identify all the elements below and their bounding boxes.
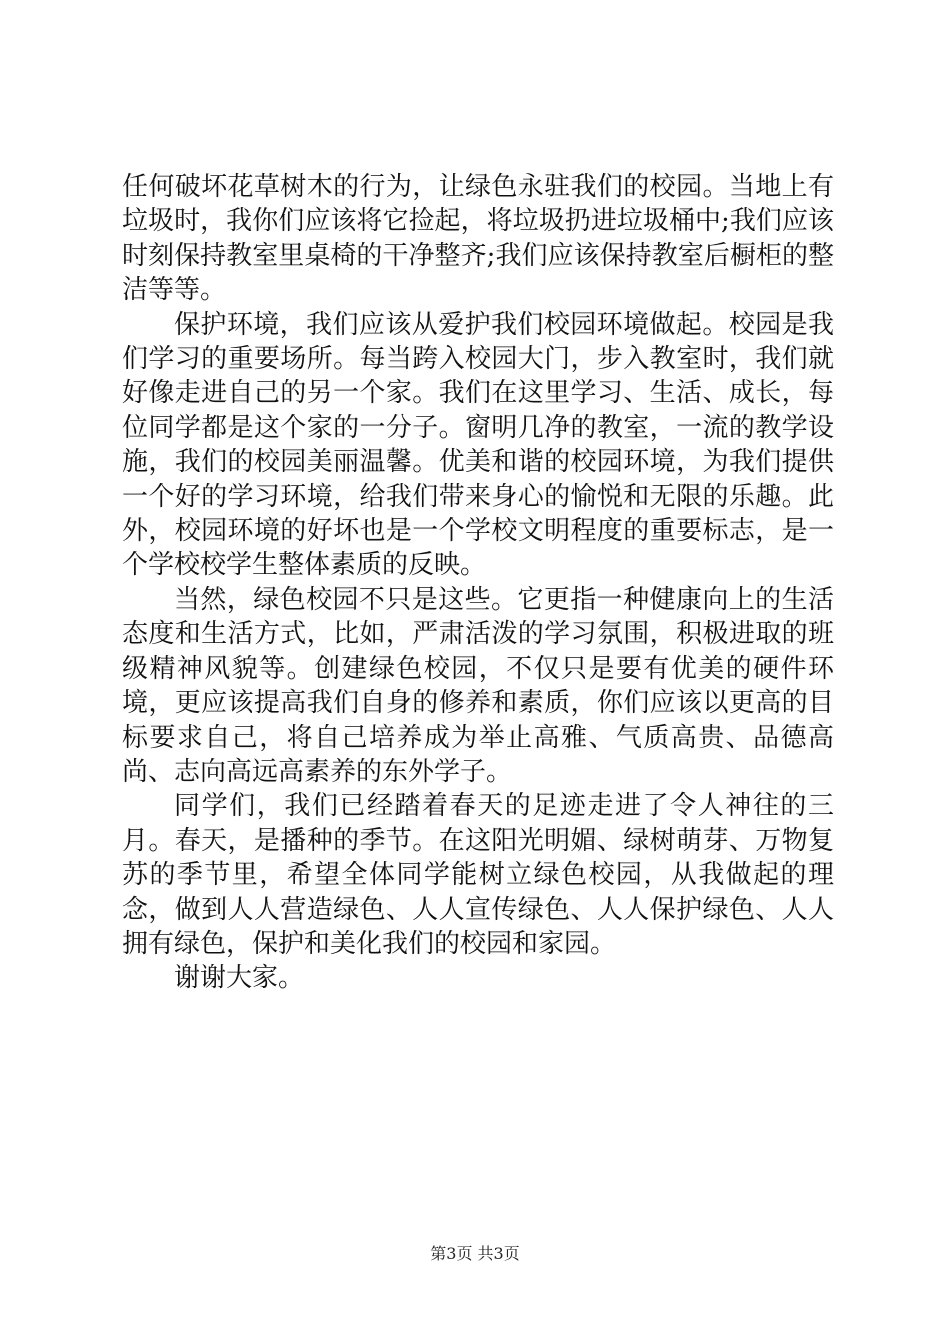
paragraph-3: 当然，绿色校园不只是这些。它更指一种健康向上的生活态度和生活方式，比如，严肃活泼的学习氛围，积极进取的班级精神风貌等。创建绿色校园，不仅只是要有优美的硬件环境，更应该提高我们自身的修养和素质，你们应该以更高的目标要求自己，将自己培养成为举止高雅、气质高贵、品德高尚、志向高远高素养的东外学子。: [122, 584, 834, 787]
paragraph-2: 保护环境，我们应该从爱护我们校园环境做起。校园是我们学习的重要场所。每当跨入校园大门，步入教室时，我们就好像走进自己的另一个家。我们在这里学习、生活、成长，每位同学都是这个家的一分子。窗明几净的教室，一流的教学设施，我们的校园美丽温馨。优美和谐的校园环境，为我们提供一个好的学习环境，给我们带来身心的愉悦和无限的乐趣。此外，校园环境的好坏也是一个学校文明程度的重要标志，是一个学校校学生整体素质的反映。: [122, 309, 834, 581]
page-footer: [0, 1243, 950, 1265]
paragraph-1: 任何破坏花草树木的行为，让绿色永驻我们的校园。当地上有垃圾时，我你们应该将它捡起，将垃圾扔进垃圾桶中;我们应该时刻保持教室里桌椅的干净整齐;我们应该保持教室后橱柜的整洁等等。: [122, 172, 834, 306]
document-body: [122, 170, 834, 996]
paragraph-4: 同学们，我们已经踏着春天的足迹走进了令人神往的三月。春天，是播种的季节。在这阳光明媚、绿树萌芽、万物复苏的季节里，希望全体同学能树立绿色校园，从我做起的理念，做到人人营造绿色、人人宣传绿色、人人保护绿色、人人拥有绿色，保护和美化我们的校园和家园。: [122, 791, 834, 959]
paragraph-5: 谢谢大家。: [174, 963, 305, 994]
page-number-label: 第3页 共3页: [430, 1244, 520, 1263]
